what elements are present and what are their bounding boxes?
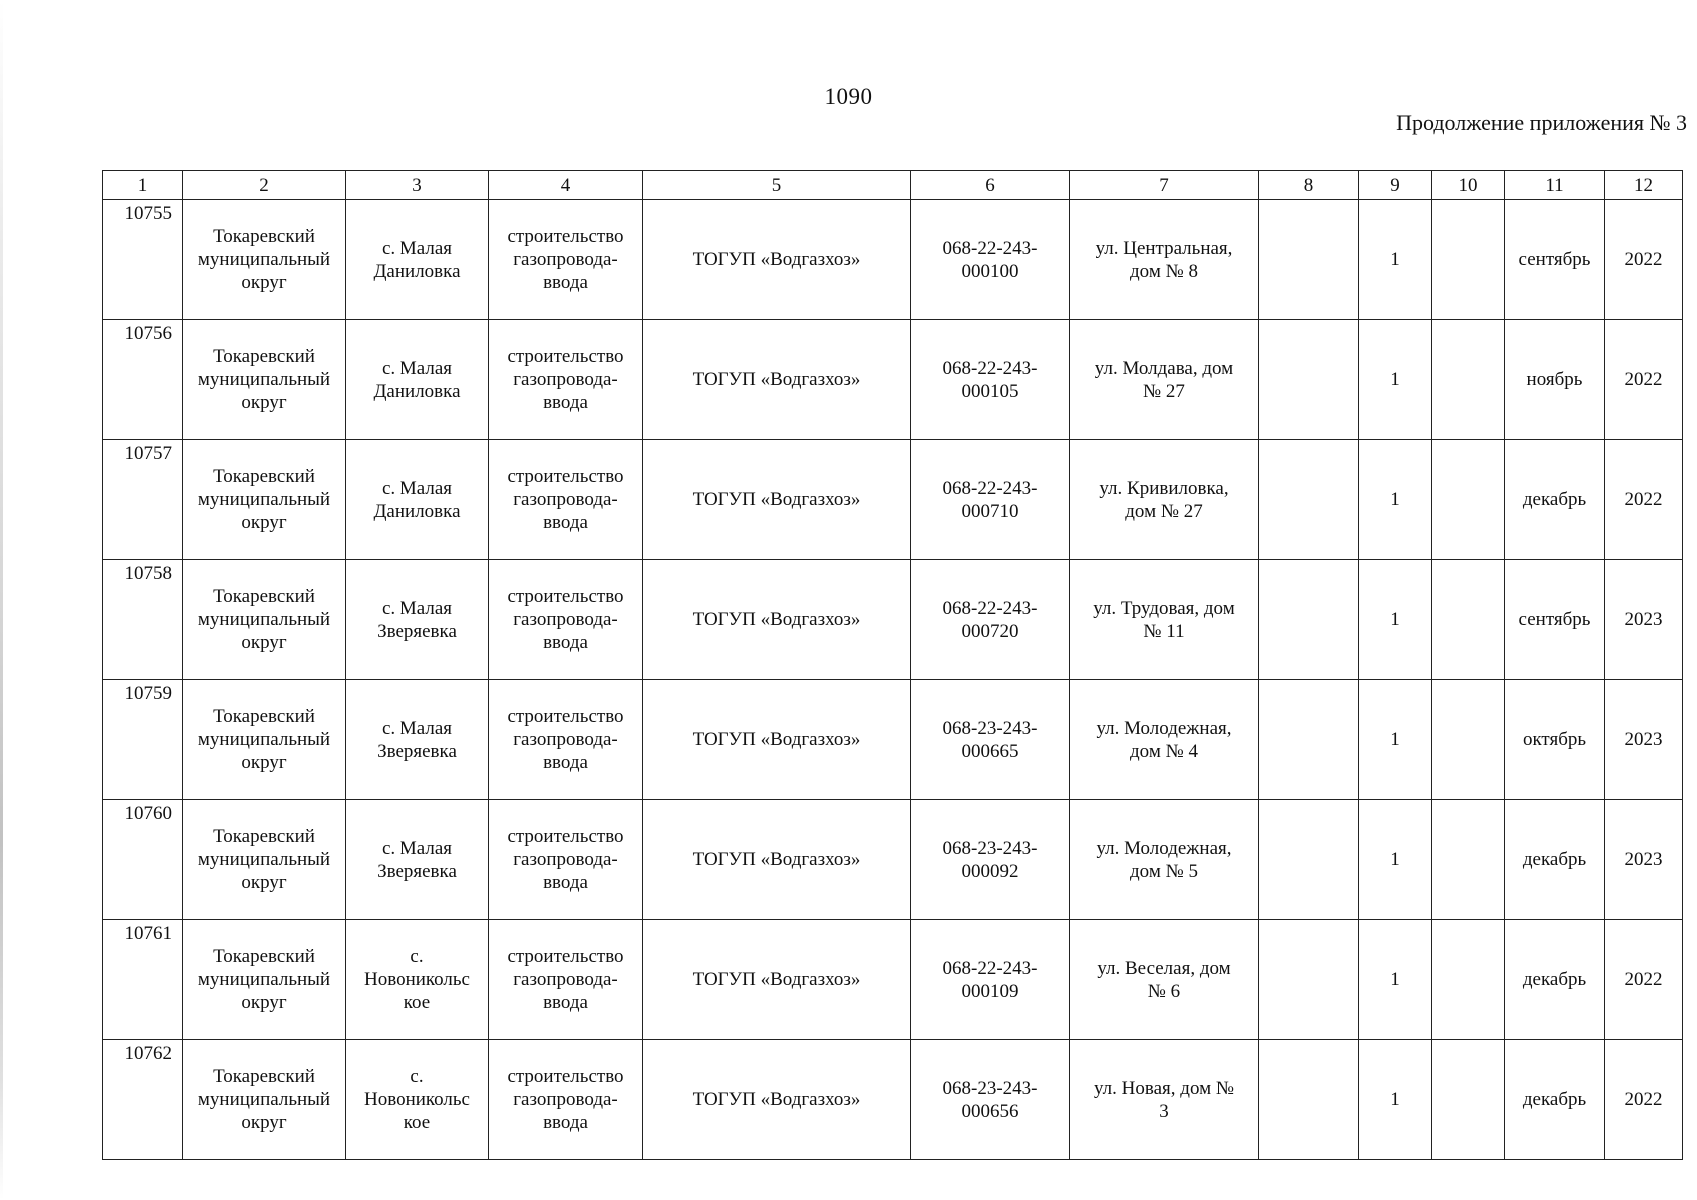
quantity-text: 1: [1390, 249, 1400, 270]
table-row: [103, 920, 1683, 1040]
work-type-cell: [489, 680, 643, 800]
page-number: 1090: [824, 84, 873, 109]
district-cell: [183, 320, 346, 440]
quantity-text: 1: [1390, 609, 1400, 630]
address-text: ул. Молодежная, дом № 4: [1096, 717, 1232, 762]
column-header: 12: [1605, 171, 1683, 200]
table-row: [103, 1040, 1683, 1160]
district-text: Токаревский муниципальный округ: [197, 226, 331, 293]
appendix-continuation-label: Продолжение приложения № 3: [1396, 110, 1687, 135]
organization-cell: [643, 1040, 911, 1160]
column-10-cell: [1432, 920, 1505, 1040]
cadastral-number-text: 068-22-243- 000710: [942, 477, 1038, 522]
table-row: [103, 440, 1683, 560]
column-8-cell: [1259, 1040, 1359, 1160]
organization-cell: [643, 560, 911, 680]
record-number-text: 10759: [124, 683, 172, 704]
work-type-cell: [489, 440, 643, 560]
record-number-text: 10755: [124, 203, 172, 224]
column-header: 6: [911, 171, 1070, 200]
scan-edge-shadow: [0, 0, 3, 1200]
district-text: Токаревский муниципальный округ: [197, 346, 331, 413]
year-text: 2023: [1624, 609, 1663, 630]
year-text: 2022: [1624, 489, 1663, 510]
work-type-text: строительство газопровода- ввода: [507, 1066, 624, 1133]
quantity-text: 1: [1390, 489, 1400, 510]
year-cell: [1605, 1040, 1683, 1160]
work-type-cell: [489, 200, 643, 320]
year-text: 2023: [1624, 849, 1663, 870]
organization-cell: [643, 200, 911, 320]
settlement-cell: [346, 320, 489, 440]
work-type-cell: [489, 1040, 643, 1160]
cadastral-number-cell: [911, 920, 1070, 1040]
work-type-text: строительство газопровода- ввода: [507, 586, 624, 653]
record-number-cell: [103, 560, 183, 680]
quantity-cell: [1359, 920, 1432, 1040]
month-text: сентябрь: [1518, 249, 1591, 270]
address-text: ул. Центральная, дом № 8: [1095, 237, 1233, 282]
quantity-cell: [1359, 1040, 1432, 1160]
month-text: декабрь: [1522, 489, 1587, 510]
month-cell: [1505, 560, 1605, 680]
district-cell: [183, 560, 346, 680]
district-text: Токаревский муниципальный округ: [197, 706, 331, 773]
address-cell: [1070, 200, 1259, 320]
month-cell: [1505, 800, 1605, 920]
address-cell: [1070, 560, 1259, 680]
month-cell: [1505, 440, 1605, 560]
organization-text: ТОГУП «Водгазхоз»: [692, 609, 861, 630]
address-text: ул. Кривиловка, дом № 27: [1099, 477, 1229, 522]
year-cell: [1605, 200, 1683, 320]
work-type-text: строительство газопровода- ввода: [507, 346, 624, 413]
district-text: Токаревский муниципальный округ: [197, 586, 331, 653]
year-cell: [1605, 440, 1683, 560]
address-cell: [1070, 320, 1259, 440]
record-number-cell: [103, 320, 183, 440]
column-header: 8: [1259, 171, 1359, 200]
record-number-cell: [103, 1040, 183, 1160]
column-header: 9: [1359, 171, 1432, 200]
district-text: Токаревский муниципальный округ: [197, 826, 331, 893]
address-text: ул. Молдава, дом № 27: [1094, 357, 1234, 402]
table-row: [103, 560, 1683, 680]
cadastral-number-cell: [911, 1040, 1070, 1160]
record-number-cell: [103, 440, 183, 560]
column-8-cell: [1259, 560, 1359, 680]
year-cell: [1605, 560, 1683, 680]
quantity-cell: [1359, 320, 1432, 440]
address-text: ул. Веселая, дом № 6: [1097, 957, 1231, 1002]
record-number-text: 10757: [124, 443, 172, 464]
address-cell: [1070, 800, 1259, 920]
column-10-cell: [1432, 440, 1505, 560]
register-table: [102, 170, 1683, 1160]
cadastral-number-cell: [911, 320, 1070, 440]
settlement-text: с. Малая Зверяевка: [377, 837, 457, 882]
cadastral-number-text: 068-23-243- 000656: [942, 1077, 1038, 1122]
column-header: 11: [1505, 171, 1605, 200]
settlement-cell: [346, 560, 489, 680]
settlement-cell: [346, 920, 489, 1040]
month-text: сентябрь: [1518, 609, 1591, 630]
year-text: 2022: [1624, 249, 1663, 270]
quantity-cell: [1359, 680, 1432, 800]
record-number-cell: [103, 680, 183, 800]
year-cell: [1605, 800, 1683, 920]
cadastral-number-cell: [911, 800, 1070, 920]
organization-cell: [643, 920, 911, 1040]
year-cell: [1605, 920, 1683, 1040]
settlement-text: с. Малая Зверяевка: [377, 717, 457, 762]
organization-text: ТОГУП «Водгазхоз»: [692, 969, 861, 990]
settlement-text: с. Малая Зверяевка: [377, 597, 457, 642]
cadastral-number-text: 068-22-243- 000105: [942, 357, 1038, 402]
settlement-text: с. Новоникольс кое: [364, 946, 470, 1013]
cadastral-number-cell: [911, 680, 1070, 800]
work-type-cell: [489, 560, 643, 680]
address-text: ул. Молодежная, дом № 5: [1096, 837, 1232, 882]
address-cell: [1070, 920, 1259, 1040]
cadastral-number-cell: [911, 560, 1070, 680]
year-text: 2022: [1624, 1089, 1663, 1110]
record-number-cell: [103, 920, 183, 1040]
settlement-cell: [346, 440, 489, 560]
month-text: декабрь: [1522, 969, 1587, 990]
table-body: [103, 200, 1683, 1160]
address-cell: [1070, 1040, 1259, 1160]
settlement-text: с. Малая Даниловка: [373, 357, 461, 402]
month-cell: [1505, 680, 1605, 800]
quantity-text: 1: [1390, 369, 1400, 390]
district-cell: [183, 200, 346, 320]
organization-text: ТОГУП «Водгазхоз»: [692, 1089, 861, 1110]
year-text: 2022: [1624, 369, 1663, 390]
record-number-text: 10760: [124, 803, 172, 824]
cadastral-number-text: 068-22-243- 000109: [942, 957, 1038, 1002]
year-cell: [1605, 320, 1683, 440]
column-8-cell: [1259, 200, 1359, 320]
work-type-text: строительство газопровода- ввода: [507, 946, 624, 1013]
month-text: декабрь: [1522, 1089, 1587, 1110]
address-text: ул. Новая, дом № 3: [1094, 1077, 1234, 1122]
column-header: 5: [643, 171, 911, 200]
month-text: октябрь: [1522, 729, 1587, 750]
district-text: Токаревский муниципальный округ: [197, 1066, 331, 1133]
district-text: Токаревский муниципальный округ: [197, 466, 331, 533]
work-type-text: строительство газопровода- ввода: [507, 706, 624, 773]
organization-text: ТОГУП «Водгазхоз»: [692, 849, 861, 870]
district-text: Токаревский муниципальный округ: [197, 946, 331, 1013]
organization-cell: [643, 680, 911, 800]
month-cell: [1505, 200, 1605, 320]
column-header: 7: [1070, 171, 1259, 200]
address-cell: [1070, 680, 1259, 800]
district-cell: [183, 800, 346, 920]
column-10-cell: [1432, 1040, 1505, 1160]
cadastral-number-cell: [911, 200, 1070, 320]
address-text: ул. Трудовая, дом № 11: [1093, 597, 1235, 642]
quantity-cell: [1359, 800, 1432, 920]
work-type-cell: [489, 920, 643, 1040]
column-10-cell: [1432, 320, 1505, 440]
record-number-cell: [103, 800, 183, 920]
settlement-text: с. Малая Даниловка: [373, 477, 461, 522]
settlement-cell: [346, 680, 489, 800]
column-header: 1: [103, 171, 183, 200]
work-type-text: строительство газопровода- ввода: [507, 826, 624, 893]
year-cell: [1605, 680, 1683, 800]
year-text: 2022: [1624, 969, 1663, 990]
table-row: [103, 200, 1683, 320]
record-number-text: 10761: [124, 923, 172, 944]
organization-cell: [643, 320, 911, 440]
month-cell: [1505, 1040, 1605, 1160]
column-10-cell: [1432, 560, 1505, 680]
record-number-cell: [103, 200, 183, 320]
address-cell: [1070, 440, 1259, 560]
quantity-cell: [1359, 560, 1432, 680]
district-cell: [183, 1040, 346, 1160]
organization-cell: [643, 800, 911, 920]
column-8-cell: [1259, 800, 1359, 920]
settlement-text: с. Малая Даниловка: [373, 237, 461, 282]
work-type-text: строительство газопровода- ввода: [507, 466, 624, 533]
column-10-cell: [1432, 680, 1505, 800]
quantity-text: 1: [1390, 1089, 1400, 1110]
month-cell: [1505, 920, 1605, 1040]
quantity-text: 1: [1390, 729, 1400, 750]
district-cell: [183, 920, 346, 1040]
header-row: [103, 171, 1683, 200]
year-text: 2023: [1624, 729, 1663, 750]
quantity-cell: [1359, 440, 1432, 560]
district-cell: [183, 680, 346, 800]
cadastral-number-cell: [911, 440, 1070, 560]
column-8-cell: [1259, 680, 1359, 800]
work-type-cell: [489, 320, 643, 440]
column-10-cell: [1432, 800, 1505, 920]
quantity-cell: [1359, 200, 1432, 320]
work-type-cell: [489, 800, 643, 920]
record-number-text: 10756: [124, 323, 172, 344]
column-8-cell: [1259, 920, 1359, 1040]
organization-text: ТОГУП «Водгазхоз»: [692, 729, 861, 750]
quantity-text: 1: [1390, 849, 1400, 870]
settlement-cell: [346, 800, 489, 920]
organization-text: ТОГУП «Водгазхоз»: [692, 489, 861, 510]
column-header: 3: [346, 171, 489, 200]
record-number-text: 10762: [124, 1043, 172, 1064]
column-10-cell: [1432, 200, 1505, 320]
quantity-text: 1: [1390, 969, 1400, 990]
cadastral-number-text: 068-22-243- 000720: [942, 597, 1038, 642]
district-cell: [183, 440, 346, 560]
record-number-text: 10758: [124, 563, 172, 584]
work-type-text: строительство газопровода- ввода: [507, 226, 624, 293]
month-cell: [1505, 320, 1605, 440]
column-header: 10: [1432, 171, 1505, 200]
cadastral-number-text: 068-22-243- 000100: [942, 237, 1038, 282]
table-row: [103, 800, 1683, 920]
column-header: 2: [183, 171, 346, 200]
cadastral-number-text: 068-23-243- 000092: [942, 837, 1038, 882]
column-8-cell: [1259, 440, 1359, 560]
organization-cell: [643, 440, 911, 560]
column-header: 4: [489, 171, 643, 200]
column-8-cell: [1259, 320, 1359, 440]
table-row: [103, 680, 1683, 800]
month-text: декабрь: [1522, 849, 1587, 870]
settlement-cell: [346, 200, 489, 320]
organization-text: ТОГУП «Водгазхоз»: [692, 249, 861, 270]
settlement-text: с. Новоникольс кое: [364, 1066, 470, 1133]
organization-text: ТОГУП «Водгазхоз»: [692, 369, 861, 390]
table-row: [103, 320, 1683, 440]
cadastral-number-text: 068-23-243- 000665: [942, 717, 1038, 762]
settlement-cell: [346, 1040, 489, 1160]
month-text: ноябрь: [1526, 369, 1583, 390]
